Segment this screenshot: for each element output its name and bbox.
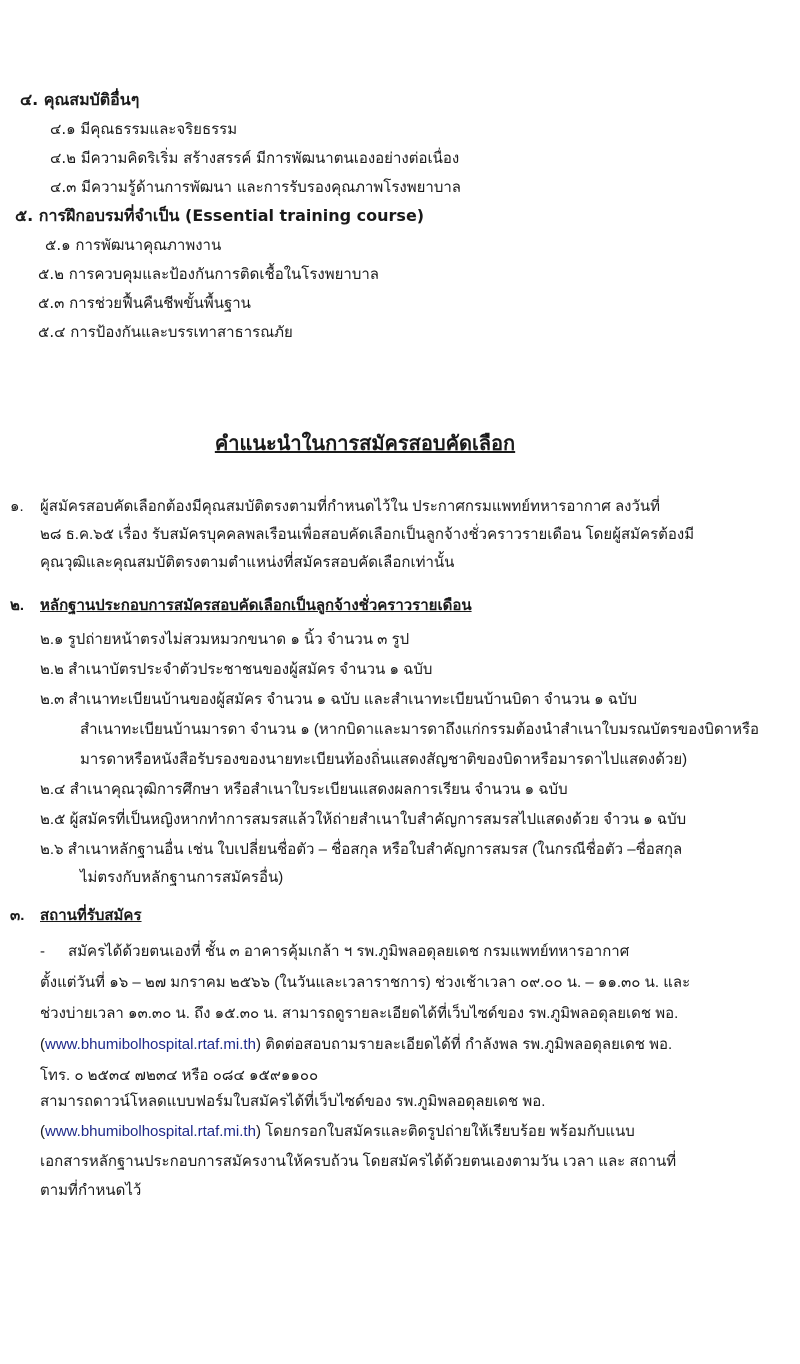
item1-line: ผู้สมัครสอบคัดเลือกต้องมีคุณสมบัติตรงตามที่กำหนดไว้ใน ประกาศกรมแพทย์ทหารอากาศ ลงวันที่ (40, 498, 661, 515)
item2-line: ๒.๓ สำเนาทะเบียนบ้านของผู้สมัคร จำนวน ๑ ฉบับ และสำเนาทะเบียนบ้านบิดา จำนวน ๑ ฉบับ (40, 691, 638, 708)
item2-line: ไม่ตรงกับหลักฐานการสมัครอื่น) (80, 869, 284, 886)
section5-item: ๕.๓ การช่วยฟื้นคืนชีพขั้นพื้นฐาน (38, 294, 251, 312)
item3-line: ตั้งแต่วันที่ ๑๖ – ๒๗ มกราคม ๒๕๖๖ (ในวันและเวลาราชการ) ช่วงเช้าเวลา ๐๙.๐๐ น. – ๑๑.๓๐ น. และ (40, 974, 691, 991)
item2-line: ๒.๕ ผู้สมัครที่เป็นหญิงหากทำการสมรสแล้วให้ถ่ายสำเนาใบสำคัญการสมรสไปแสดงด้วย จำวน ๑ ฉบับ (40, 811, 687, 828)
item3-line-with-link: (www.bhumibolhospital.rtaf.mi.th) โดยกรอกใบสมัครและติดรูปถ่ายให้เรียบร้อย พร้อมกับแนบ (40, 1123, 635, 1140)
website-link[interactable]: www.bhumibolhospital.rtaf.mi.th (45, 1123, 256, 1140)
instructions-title: คำแนะนำในการสมัครสอบคัดเลือก (214, 431, 516, 455)
section4-heading: ๔. คุณสมบัติอื่นๆ (20, 90, 140, 109)
website-link[interactable]: www.bhumibolhospital.rtaf.mi.th (45, 1036, 256, 1053)
item3-line: สมัครได้ด้วยตนเองที่ ชั้น ๓ อาคารคุ้มเกล้า ฯ รพ.ภูมิพลอดุลยเดช กรมแพทย์ทหารอากาศ (68, 943, 630, 960)
item3-line: ช่วงบ่ายเวลา ๑๓.๓๐ น. ถึง ๑๕.๓๐ น. สามารถดูรายละเอียดได้ที่เว็บไซด์ของ รพ.ภูมิพลอดุลยเดช พอ. (40, 1005, 679, 1022)
item2-line: ๒.๑ รูปถ่ายหน้าตรงไม่สวมหมวกขนาด ๑ นิ้ว จำนวน ๓ รูป (40, 631, 410, 648)
item2-line: ๒.๒ สำเนาบัตรประจำตัวประชาชนของผู้สมัคร จำนวน ๑ ฉบับ (40, 661, 433, 678)
item2-heading: หลักฐานประกอบการสมัครสอบคัดเลือกเป็นลูกจ้างชั่วคราวรายเดือน (40, 597, 472, 614)
item3-number: ๓. (10, 907, 25, 924)
item1-line: ๒๘ ธ.ค.๖๕ เรื่อง รับสมัครบุคคลพลเรือนเพื่อสอบคัดเลือกเป็นลูกจ้างชั่วคราวรายเดือน โดยผู้สมัครต้องมี (40, 526, 695, 543)
item3-line: สามารถดาวน์โหลดแบบฟอร์มใบสมัครได้ที่เว็บไซด์ของ รพ.ภูมิพลอดุลยเดช พอ. (40, 1093, 546, 1110)
item3-heading: สถานที่รับสมัคร (40, 907, 142, 924)
item2-line: สำเนาทะเบียนบ้านมารดา จำนวน ๑ (หากบิดาและมารดาถึงแก่กรรมต้องนำสำเนาใบมรณบัตรของบิดาหรือ (80, 721, 760, 738)
section5-heading: ๕. การฝึกอบรมที่จำเป็น (Essential training course) (15, 206, 425, 225)
item3-bullet: - (40, 943, 45, 960)
section5-item: ๕.๑ การพัฒนาคุณภาพงาน (45, 236, 222, 254)
item2-line: มารดาหรือหนังสือรับรองของนายทะเบียนท้องถิ่นแสดงสัญชาติของบิดาหรือมารดาไปแสดงด้วย) (80, 751, 688, 768)
section4-item: ๔.๑ มีคุณธรรมและจริยธรรม (50, 120, 238, 138)
item3-phone: โทร. ๐ ๒๕๓๔ ๗๒๓๔ หรือ ๐๘๔ ๑๕๙๑๑๐๐ (40, 1067, 319, 1084)
item3-line: ตามที่กำหนดไว้ (40, 1182, 142, 1199)
item3-line-with-link: (www.bhumibolhospital.rtaf.mi.th) ติดต่อสอบถามรายละเอียดได้ที่ กำลังพล รพ.ภูมิพลอดุลยเดช พอ. (40, 1036, 673, 1053)
section4-item: ๔.๓ มีความรู้ด้านการพัฒนา และการรับรองคุณภาพโรงพยาบาล (50, 178, 461, 196)
item2-line: ๒.๔ สำเนาคุณวุฒิการศึกษา หรือสำเนาใบระเบียนแสดงผลการเรียน จำนวน ๑ ฉบับ (40, 781, 568, 798)
section5-item: ๕.๒ การควบคุมและป้องกันการติดเชื้อในโรงพยาบาล (38, 265, 379, 283)
item2-line: ๒.๖ สำเนาหลักฐานอื่น เช่น ใบเปลี่ยนชื่อตัว – ชื่อสกุล หรือใบสำคัญการสมรส (ในกรณีชื่อตัว –ชื่อสกุล (40, 841, 683, 858)
section4-item: ๔.๒ มีความคิดริเริ่ม สร้างสรรค์ มีการพัฒนาตนเองอย่างต่อเนื่อง (50, 149, 460, 167)
section5-item: ๕.๔ การป้องกันและบรรเทาสาธารณภัย (38, 323, 293, 341)
item2-number: ๒. (10, 597, 25, 614)
item1-line: คุณวุฒิและคุณสมบัติตรงตามตำแหน่งที่สมัครสอบคัดเลือกเท่านั้น (40, 554, 455, 571)
item3-line: เอกสารหลักฐานประกอบการสมัครงานให้ครบถ้วน โดยสมัครได้ด้วยตนเองตามวัน เวลา และ สถานที่ (40, 1153, 677, 1170)
item1-number: ๑. (10, 498, 24, 515)
